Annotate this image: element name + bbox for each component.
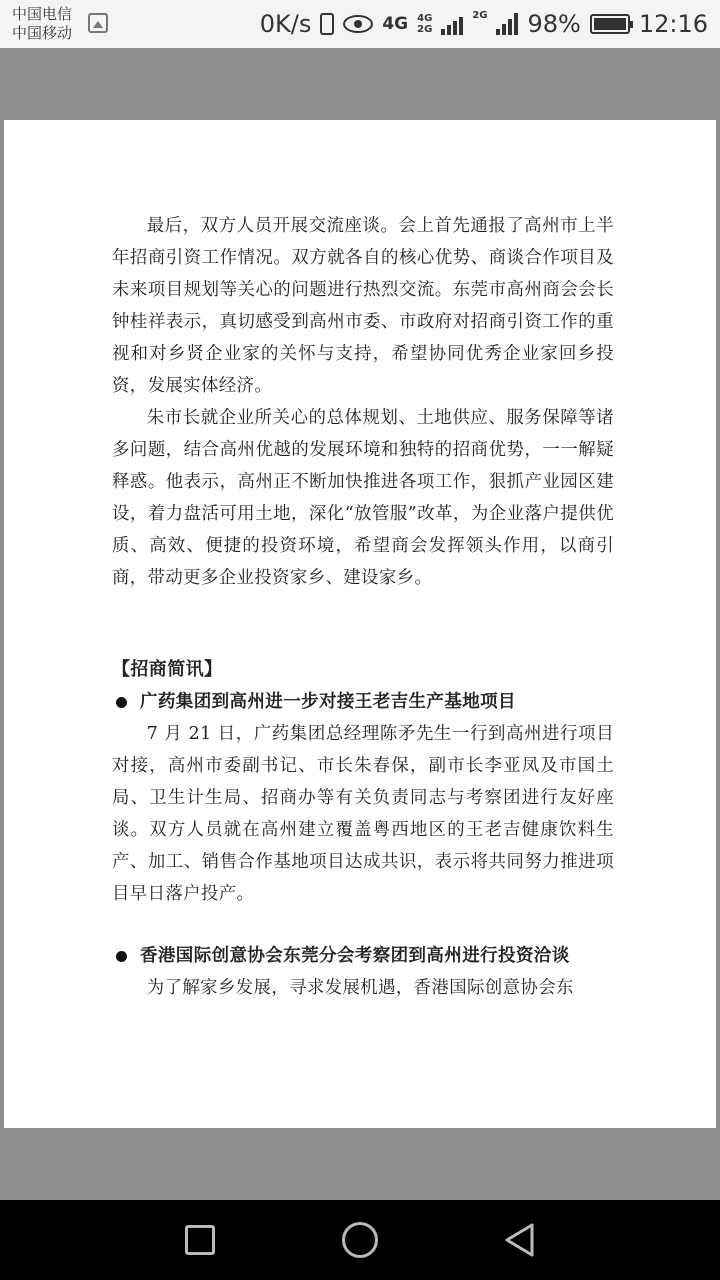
news-item-body: 为了解家乡发展，寻求发展机遇，香港国际创意协会东 <box>146 978 574 998</box>
status-bar <box>0 0 720 48</box>
carrier-info <box>12 5 72 43</box>
news-item-title <box>112 940 614 972</box>
network-small-bottom: 2G <box>417 24 433 35</box>
eye-icon <box>343 15 373 33</box>
circle-icon <box>342 1222 378 1258</box>
paragraph: 朱市长就企业所关心的总体规划、土地供应、服务保障等诸多问题，结合高州优越的发展环境和独特的招商优势，一一解疑释惑。他表示，高州正不断加快推进各项工作，狠抓产业园区建设，着力盘活可用土地，深化“放管服”改革，为企业落户提供优质、高效、便捷的投资环境，希望商会发挥领头作用，以商引商，带动更多企业投资家乡、建设家乡。 <box>112 408 614 588</box>
news-item-title <box>112 686 614 718</box>
square-icon <box>185 1225 215 1255</box>
battery-icon <box>590 14 630 34</box>
back-triangle-icon <box>500 1220 540 1260</box>
network-speed: 0K/s <box>259 10 312 38</box>
navigation-bar <box>0 1200 720 1280</box>
vibrate-icon <box>320 13 334 35</box>
section-title: 【招商简讯】 <box>112 659 223 680</box>
document-content <box>112 210 614 1004</box>
network-small-top: 4G <box>417 13 433 24</box>
image-icon <box>88 13 108 33</box>
signal-icon <box>441 13 463 35</box>
back-button[interactable] <box>500 1220 540 1260</box>
bullet-icon <box>116 951 127 962</box>
battery-percent: 98% <box>527 10 581 38</box>
paragraph: 最后，双方人员开展交流座谈。会上首先通报了高州市上半年招商引资工作情况。双方就各自的核心优势、商谈合作项目及未来项目规划等关心的问题进行热烈交流。东莞市高州商会会长钟桂祥表示，真切感受到高州市委、市政府对招商引资工作的重视和对乡贤企业家的关怀与支持，希望协同优秀企业家回乡投资，发展实体经济。 <box>112 216 614 396</box>
news-item-body: 7 月 21 日，广药集团总经理陈矛先生一行到高州进行项目对接，高州市委副书记、市长朱春保，副市长李亚凤及市国土局、卫生计生局、招商办等有关负责同志与考察团进行友好座谈。双方人员就在高州建立覆盖粤西地区的王老吉健康饮料生产、加工、销售合作基地项目达成共识，表示将共同努力推进项目早日落户投产。 <box>112 724 614 904</box>
carrier-2: 中国移动 <box>12 24 73 42</box>
status-indicators <box>260 0 708 48</box>
carrier-1: 中国电信 <box>12 5 73 23</box>
network-small-2g <box>472 10 487 21</box>
recent-apps-button[interactable] <box>180 1220 220 1260</box>
home-button[interactable] <box>340 1220 380 1260</box>
news-item-title-text: 香港国际创意协会东莞分会考察团到高州进行投资洽谈 <box>140 946 570 966</box>
news-item-title-text: 广药集团到高州进一步对接王老吉生产基地项目 <box>140 692 516 712</box>
clock: 12:16 <box>638 10 708 38</box>
signal-icon-2 <box>496 13 518 35</box>
network-type: 4G <box>382 14 409 34</box>
network-small <box>417 13 432 35</box>
document-page[interactable] <box>4 120 716 1128</box>
bullet-icon <box>116 697 127 708</box>
network-4g <box>382 16 408 32</box>
network-2g-label: 2G <box>472 10 488 21</box>
